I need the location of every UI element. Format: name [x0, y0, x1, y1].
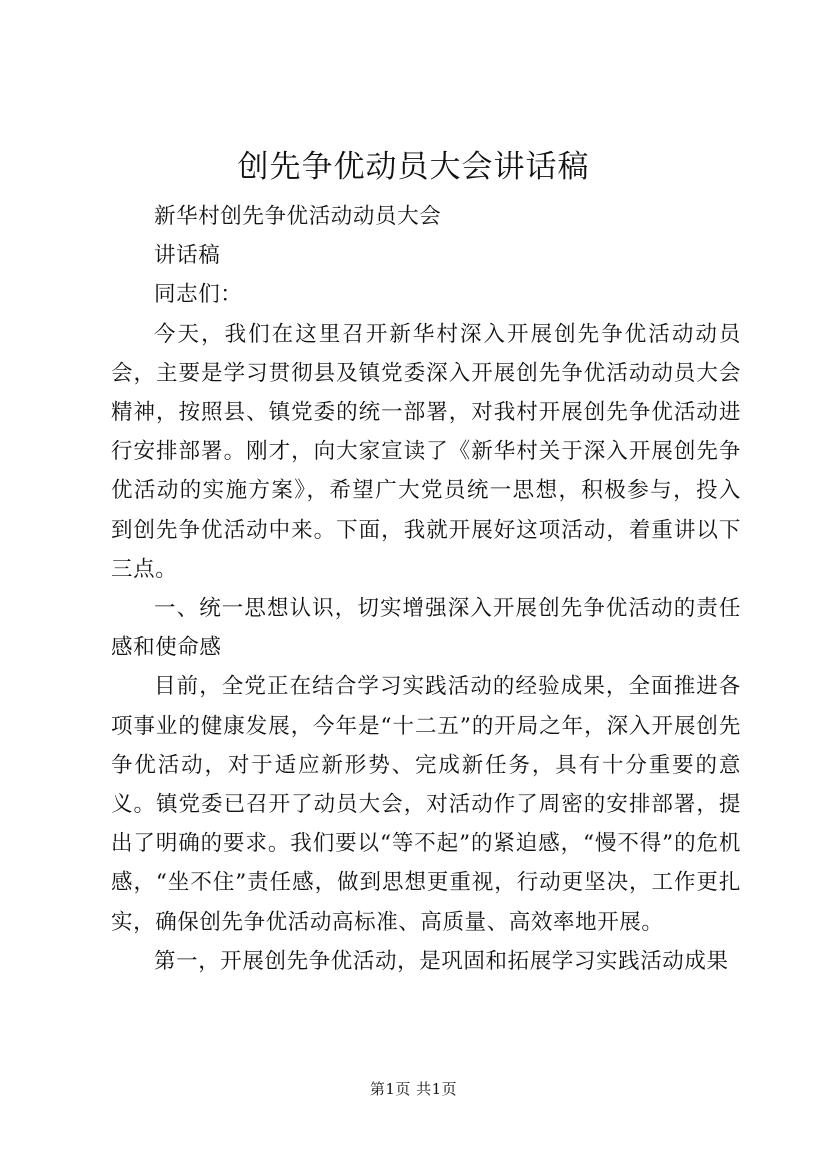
paragraph-section-heading: 一、统一思想认识，切实增强深入开展创先争优活动的责任感和使命感 — [111, 596, 741, 661]
paragraph-subtitle-2: 讲话稿 — [154, 243, 221, 269]
page-footer: 第1页 共1页 — [369, 1080, 458, 1098]
paragraph-intro: 今天，我们在这里召开新华村深入开展创先争优活动动员会，主要是学习贯彻县及镇党委深入开展创先争优活动动员大会精神，按照县、镇党委的统一部署，对我村开展创先争优活动进行安排部署。刚才，向大家宣读了《新华村关于深入开展创先争优活动的实施方案》，希望广大党员统一思想，积极参与，投入到创先争优活动中来。下面，我就开展好这项活动，着重讲以下三点。 — [111, 321, 741, 582]
document-body — [111, 197, 741, 981]
document-title: 创先争优动员大会讲话稿 — [237, 149, 590, 185]
paragraph-salutation: 同志们： — [154, 282, 243, 308]
paragraph-point-one: 第一，开展创先争优活动，是巩固和拓展学习实践活动成果 — [154, 948, 729, 974]
paragraph-subtitle: 新华村创先争优活动动员大会 — [154, 204, 442, 229]
paragraph-body: 目前，全党正在结合学习实践活动的经验成果，全面推进各项事业的健康发展，今年是“十二五”的开局之年，深入开展创先争优活动，对于适应新形势、完成新任务，具有十分重要的意义。镇党委已召开了动员大会，对活动作了周密的安排部署，提出了明确的要求。我们要以“等不起”的紧迫感，“慢不得”的危机感，“坐不住”责任感，做到思想更重视，行动更坚决，工作更扎实，确保创先争优活动高标准、高质量、高效率地开展。 — [111, 674, 741, 935]
